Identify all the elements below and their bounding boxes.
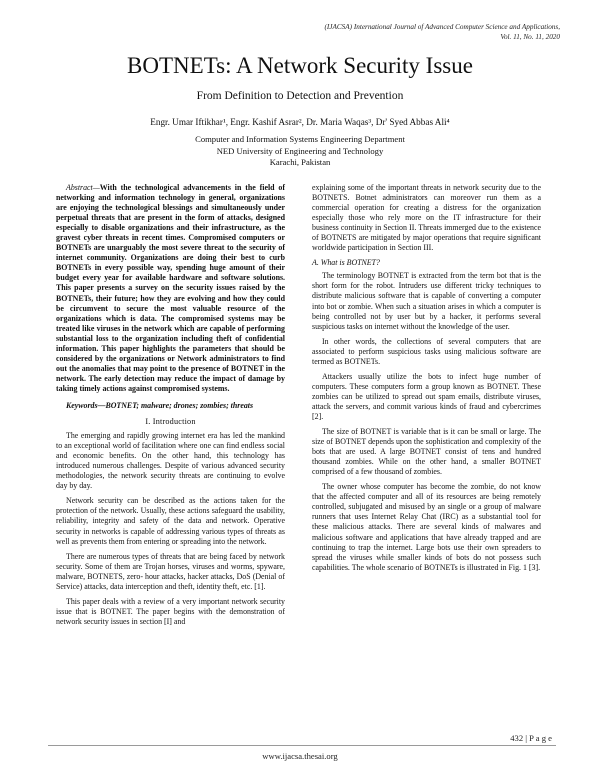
continued-paragraph: explaining some of the important threats in network security due to the BOTNETS. Botnet administrators can moreover run them as a commercial operation for creating a distress for the organization especially those who rely more on the IT infrastructure for their business continuity in Section II. Threats immerged due to the existence of BOTNETS are mitigated by major operations that require significant worldwide participation in Section III. [312,183,541,253]
keywords: Keywords—BOTNET; malware; drones; zombies; threats [66,400,254,410]
affiliation-city: Karachi, Pakistan [269,157,331,167]
paper-title: BOTNETs: A Network Security Issue [127,53,473,78]
paper-subtitle: From Definition to Detection and Prevention [196,90,404,102]
section-heading-introduction: I. Introduction [145,417,196,427]
body-paragraph: The terminology BOTNET is extracted from the term bot that is the short form for the robot. Intruders use different tricky techniques to distribute malicious software that is capable of converting a computer into bot or zombie. When such a situation arises in which a computer is being controlled not by user but by a hacker, it performs several suspicious tasks on internet without the knowledge of the user. [312,271,541,331]
subsection-heading-what-is-botnet: A. What is BOTNET? [312,258,380,268]
left-column [56,183,285,632]
journal-header [180,22,560,42]
abstract-text: With the technological advancements in the field of networking and information technology in general, organizations are enjoying the technological blessings and simultaneously under perpetual threats that are present in the form of attacks, designed especially to disable organizations and their infrastructure, as the gravest cyber threats in recent times. Compromised computers or BOTNETs are unarguably the most severe threat to the security of internet community. Organizations are doing their best to curb BOTNETs in every possible way, spending huge amount of their budget every year for available hardware and software solutions. This paper presents a survey on the security issues raised by the BOTNETs, their future; how they are evolving and how they could be circumvent to secure the most valuable resource of the organizations which is data. The compromised systems may be treated like viruses in the network which are capable of performing substantial loss to the organization including theft of confidential information. This paper highlights the parameters that should be considered by the organizations or Network administrators to find out the anomalies that may point to the presence of BOTNET in the network. The early detection may reduce the impact of damage by taking timely actions against compromised systems. [56,183,285,393]
journal-name: (IJACSA) International Journal of Advanced Computer Science and Applications, [324,23,560,31]
body-paragraph: In other words, the collections of several computers that are associated to perform suspicious tasks using malicious software are termed as BOTNETs. [312,336,541,366]
footer-url: www.ijacsa.thesai.org [262,751,338,761]
abstract [56,183,285,394]
author-list: Engr. Umar Iftikhar¹, Engr. Kashif Asrar², Dr. Maria Waqas³, Dr' Syed Abbas Ali⁴ [150,117,450,127]
right-column [312,183,541,578]
affiliation-university: NED University of Engineering and Technology [216,145,384,156]
intro-paragraph: There are numerous types of threats that are being faced by network security. Some of them are Trojan horses, viruses and worms, spyware, malware, BOTNETS, zero- hour attacks, hacker attacks, DoS (Denial of Service) attacks, data interception and theft, identity theft, etc. [1]. [56,551,285,591]
body-paragraph: The size of BOTNET is variable that is it can be small or large. The size of BOTNET depends upon the sophistication and complexity of the bots that are used. A large BOTNET consist of tens and hundred thousand zombies. While on the other hand, a smaller BOTNET comprised of a few thousand of zombies. [312,427,541,477]
body-paragraph: Attackers usually utilize the bots to infect huge number of computers. These computers form a group known as BOTNET. These zombies can be utilized to spread out spam emails, distribute viruses, attack the servers, and commit various kinds of fraud and cybercrimes [2]. [312,371,541,421]
affiliation [0,134,600,169]
intro-paragraph: Network security can be described as the actions taken for the protection of the network. Usually, these actions safeguard the usability, reliability, integrity and safety of the data and network. Operative security in networks is capable of addressing various types of threats as well as prevents them from entering or spreading into the network. [56,496,285,546]
page-number: 432 | P a g e [510,733,552,743]
body-paragraph: The owner whose computer has become the zombie, do not know that the affected computer and all of its resources are being remotely controlled, subjugated and misused by an single or a group of malware runners that uses Internet Relay Chat (IRC) as a substantial tool for these malicious attacks. There are several kinds of malwares and malicious software and applications that have already trapped and are continuing to trap the internet. Large bots use their own spreaders to spread the viruses while smaller kinds of bots do not possess such capabilities. The whole scenario of BOTNETs is illustrated in Fig. 1 [3]. [312,482,541,572]
abstract-label: Abstract— [66,183,100,192]
affiliation-department: Computer and Information Systems Engineering Department [195,134,405,144]
intro-paragraph: This paper deals with a review of a very important network security issue that is BOTNET. The paper begins with the demonstration of network security issues in section [I] and [56,596,285,626]
journal-volume: Vol. 11, No. 11, 2020 [500,33,560,41]
footer-divider [48,745,556,746]
intro-paragraph: The emerging and rapidly growing internet era has led the mankind to an exceptional world of facilitation where one can find endless social and economic benefits. On the other hand, this technology has introduced numerous challenges. Despite of various advanced security methodologies, the network security threats are continuing to evolve day by day. [56,431,285,491]
